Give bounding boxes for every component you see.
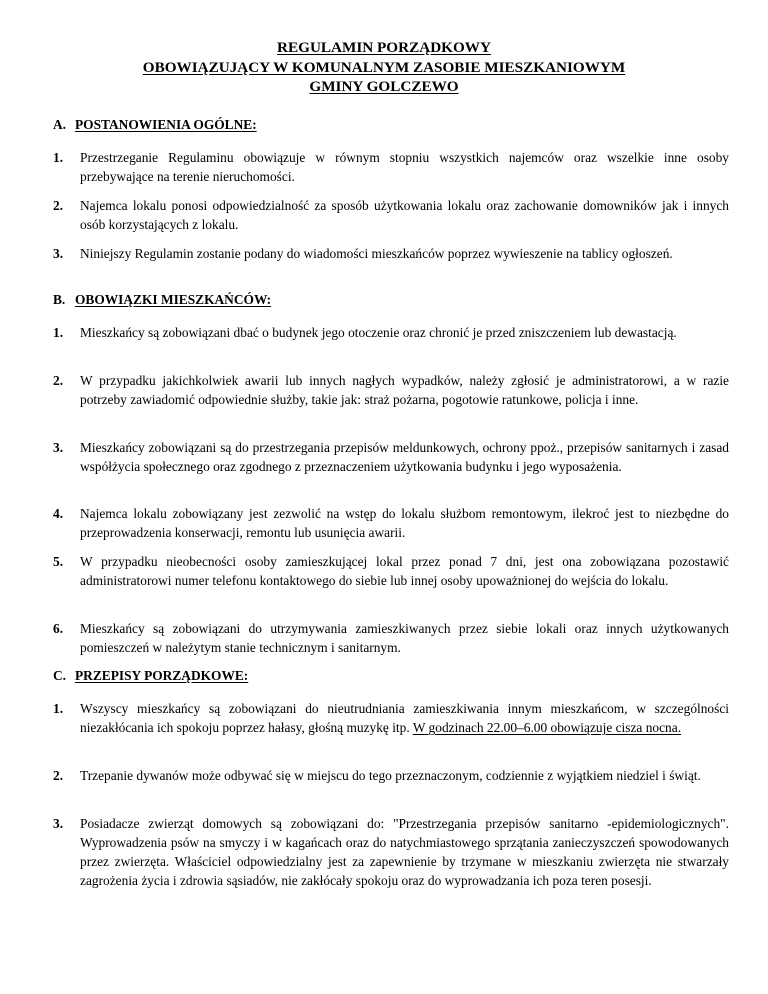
item-text: W przypadku nieobecności osoby zamieszkującej lokal przez ponad 7 dni, jest ona zobowiązana pozostawić administratorowi numer telefonu kontaktowego do siebie lub innej osoby upoważnionej do wejścia do lokalu. (80, 554, 729, 588)
section-label: OBOWIĄZKI MIESZKAŃCÓW: (75, 292, 272, 307)
item-number: 3. (53, 816, 64, 831)
section-letter: C. (53, 668, 67, 683)
section-letter: A. (53, 117, 67, 132)
list-item (53, 766, 729, 785)
title-line-3: GMINY GOLCZEWO (309, 78, 459, 95)
list-item (53, 699, 729, 737)
item-text (80, 699, 729, 737)
item-number: 1. (53, 325, 64, 340)
item-text: Mieszkańcy są zobowiązani dbać o budynek jego otoczenie oraz chronić je przed zniszczeniem lub dewastacją. (80, 325, 677, 340)
list-item (53, 323, 729, 342)
item-number: 4. (53, 506, 64, 521)
item-text-plain: Wszyscy mieszkańcy są zobowiązani do nieutrudniania zamieszkiwania innym mieszkańcom, w szczególności niezakłócania ich spokoju poprzez hałasy, głośną muzykę itp. (80, 701, 729, 735)
item-text: Trzepanie dywanów może odbywać się w miejscu do tego przeznaczonym, codziennie z wyjątkiem niedziel i świąt. (80, 768, 701, 783)
item-text: Najemca lokalu ponosi odpowiedzialność za sposób użytkowania lokalu oraz zachowanie domowników jak i innych osób korzystających z lokalu. (80, 198, 729, 232)
section-heading-c (53, 667, 248, 685)
title-line-2: OBOWIĄZUJĄCY W KOMUNALNYM ZASOBIE MIESZKANIOWYM (142, 58, 626, 76)
item-text: Posiadacze zwierząt domowych są zobowiązani do: "Przestrzegania przepisów sanitarno -epidemiologicznych". Wyprowadzenia psów na smyczy i w kagańcach oraz do natychmiastowego sprzątania zanieczyszczeń spowodowanych przez zwierzęta. Właściciel odpowiedzialny jest za zapewnienie by trzymane w mieszkaniu zwierzęta nie stwarzały zagrożenia życia i zdrowia sąsiadów, nie zakłócały spokoju oraz do wyprowadzania ich poza teren posesji. (80, 816, 729, 888)
list-item (53, 619, 729, 657)
item-text: Mieszkańcy są zobowiązani do utrzymywania zamieszkiwanych przez siebie lokali oraz innych użytkowanych pomieszczeń w należytym stanie technicznym i sanitarnym. (80, 621, 729, 655)
section-letter: B. (53, 292, 66, 307)
item-number: 2. (53, 768, 64, 783)
item-number: 3. (53, 246, 64, 261)
section-heading-a (53, 116, 257, 134)
list-item (53, 438, 729, 476)
item-number: 5. (53, 554, 64, 569)
document-title (0, 38, 768, 97)
list-item (53, 814, 729, 890)
item-number: 6. (53, 621, 64, 636)
list-item (53, 371, 729, 409)
item-text: Niniejszy Regulamin zostanie podany do wiadomości mieszkańców poprzez wywieszenie na tablicy ogłoszeń. (80, 246, 673, 261)
list-item (53, 552, 729, 590)
item-number: 1. (53, 150, 64, 165)
section-label: POSTANOWIENIA OGÓLNE: (75, 117, 257, 132)
item-number: 1. (53, 701, 64, 716)
item-number: 2. (53, 198, 64, 213)
item-text: Najemca lokalu zobowiązany jest zezwolić na wstęp do lokalu służbom remontowym, ilekroć jest to niezbędne do przeprowadzenia konserwacji, remontu lub usunięcia awarii. (80, 506, 729, 540)
list-item (53, 196, 729, 234)
item-number: 2. (53, 373, 64, 388)
item-number: 3. (53, 440, 64, 455)
section-heading-b (53, 291, 271, 309)
night-silence-note: W godzinach 22.00–6.00 obowiązuje cisza nocna. (412, 720, 682, 735)
section-label: PRZEPISY PORZĄDKOWE: (75, 668, 249, 683)
list-item (53, 148, 729, 186)
item-text: W przypadku jakichkolwiek awarii lub innych nagłych wypadków, należy zgłosić je administratorowi, a w razie potrzeby zawiadomić odpowiednie służby, takie jak: straż pożarna, pogotowie ratunkowe, policja i inne. (80, 373, 729, 407)
list-item (53, 504, 729, 542)
item-text: Mieszkańcy zobowiązani są do przestrzegania przepisów meldunkowych, ochrony ppoż., przepisów sanitarnych i zasad współżycia społecznego oraz zgodnego z przeznaczeniem użytkowania budynku i jego wyposażenia. (80, 440, 729, 474)
list-item (53, 244, 729, 263)
title-line-1: REGULAMIN PORZĄDKOWY (277, 39, 491, 56)
item-text: Przestrzeganie Regulaminu obowiązuje w równym stopniu wszystkich najemców oraz wszelkie inne osoby przebywające na terenie nieruchomości. (80, 150, 729, 184)
